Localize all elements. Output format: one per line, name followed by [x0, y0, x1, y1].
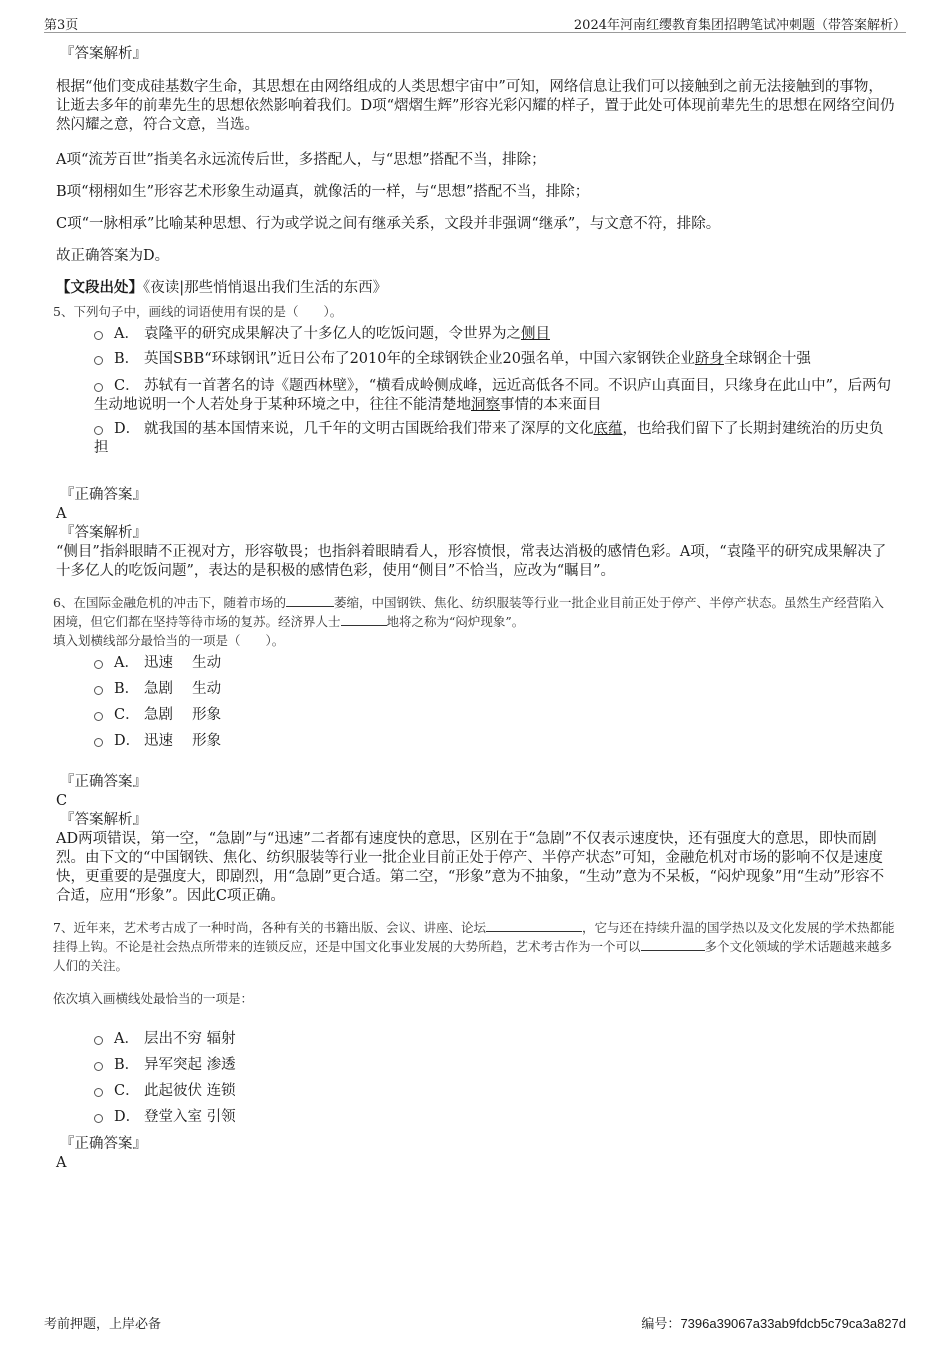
correct-answer: C	[56, 793, 68, 809]
source-label: 【文段出处】	[56, 279, 143, 296]
explain-label: 『答案解析』	[60, 46, 147, 62]
radio-button[interactable]	[94, 686, 103, 695]
fill-blank	[286, 594, 334, 607]
option-b[interactable]: B． 异军突起 渗透	[94, 1056, 896, 1075]
source-text: 《夜读|那些悄悄退出我们生活的东西》	[143, 280, 388, 296]
answer-label: 『正确答案』	[60, 1136, 147, 1152]
option-d[interactable]: D． 登堂入室 引领	[94, 1108, 896, 1127]
document-code: 编号：7396a39067a33ab9fdcb5c79ca3a827d	[641, 1316, 906, 1332]
answer-label: 『正确答案』	[60, 487, 147, 503]
underlined-word: 底蕴	[593, 421, 623, 437]
correct-answer: A	[56, 506, 67, 522]
question-6-prompt: 填入划横线部分最恰当的一项是（ ）。	[53, 633, 285, 648]
option-c[interactable]: C． 急剧 形象	[94, 706, 896, 725]
page-content	[53, 45, 896, 1173]
explain-label: 『答案解析』	[60, 525, 147, 541]
radio-button[interactable]	[94, 1088, 103, 1097]
radio-button[interactable]	[94, 1114, 103, 1123]
radio-button[interactable]	[94, 660, 103, 669]
answer-label: 『正确答案』	[60, 774, 147, 790]
answer-conclusion: 故正确答案为D。	[56, 248, 170, 264]
radio-button[interactable]	[94, 426, 103, 435]
question-7-prompt: 依次填入画横线处最恰当的一项是：	[53, 991, 254, 1006]
radio-button[interactable]	[94, 356, 103, 365]
radio-button[interactable]	[94, 738, 103, 747]
explain-paragraph: B项“栩栩如生”形容艺术形象生动逼真，就像活的一样，与“思想”搭配不当，排除；	[56, 184, 590, 200]
option-b[interactable]: B． 英国SBB“环球钢讯”近日公布了2010年的全球钢铁企业20强名单，中国六家钢铁企业跻身全球钢企十强	[94, 350, 896, 369]
explain-paragraph: C项“一脉相承”比喻某种思想、行为或学说之间有继承关系，文段并非强调“继承”，与文意不符，排除。	[56, 216, 721, 232]
option-a[interactable]: A． 袁隆平的研究成果解决了十多亿人的吃饭问题，令世界为之侧目	[94, 325, 896, 344]
question-6-stem: 6、在国际金融危机的冲击下，随着市场的 萎缩，中国钢铁、焦化、纺织服装等行业一批企业目前正处于停产、半停产状态。虽然生产经营陷入困境，但它们都在坚持等待市场的复苏。经济界人士 地将之称为“闷炉现象”。	[53, 595, 884, 629]
explain-paragraph: 根据“他们变成硅基数字生命，其思想在由网络组成的人类思想宇宙中”可知，网络信息让我们可以接触到之前无法接触到的事物，让逝去多年的前辈先生的思想依然影响着我们。D项“熠熠生辉”形容光彩闪耀的样子，置于此处可体现前辈先生的思想在网络空间仍然闪耀之意，符合文意，当选。	[56, 79, 895, 133]
option-c[interactable]: C． 此起彼伏 连锁	[94, 1082, 896, 1101]
fill-blank	[641, 938, 705, 951]
fill-blank	[341, 613, 387, 626]
text-source	[56, 278, 896, 298]
page-header	[44, 12, 906, 33]
option-c[interactable]: C． 苏轼有一首著名的诗《题西林壁》，“横看成岭侧成峰，远近高低各不同。不识庐山真面目，只缘身在此山中”，后两句生动地说明一个人若处身于某种环境之中，往往不能清楚地洞察事情的本来面目	[94, 378, 892, 413]
option-d[interactable]: D． 迅速 形象	[94, 732, 896, 751]
underlined-word: 跻身	[694, 351, 724, 367]
explain-paragraph: A项“流芳百世”指美名永远流传后世，多搭配人，与“思想”搭配不当，排除；	[56, 152, 546, 168]
option-a[interactable]: A． 层出不穷 辐射	[94, 1030, 896, 1049]
radio-button[interactable]	[94, 1036, 103, 1045]
option-d[interactable]: D． 就我国的基本国情来说，几千年的文明古国既给我们带来了深厚的文化底蕴，也给我们留下了长期封建统治的历史负担	[94, 421, 884, 456]
question-7-stem: 7、近年来，艺术考古成了一种时尚，各种有关的书籍出版、会议、讲座、论坛 ，它与还在持续升温的国学热以及文化发展的学术热都能挂得上钩。不论是社会热点所带来的连锁反应，还是中国文化事业发展的大势所趋，艺术考古作为一个可以 多个文化领域的学术话题越来越多人们的关注。	[53, 920, 895, 973]
footer-slogan: 考前押题，上岸必备	[44, 1317, 162, 1332]
question-5-stem: 5、下列句子中，画线的词语使用有误的是（ ）。	[53, 304, 343, 319]
radio-button[interactable]	[94, 383, 103, 392]
underlined-word: 洞察	[471, 397, 500, 413]
correct-answer: A	[56, 1155, 67, 1171]
option-b[interactable]: B． 急剧 生动	[94, 680, 896, 699]
radio-button[interactable]	[94, 331, 103, 340]
question-5-options	[94, 325, 896, 458]
explain-paragraph: AD两项错误，第一空，“急剧”与“迅速”二者都有速度快的意思，区别在于“急剧”不仅表示速度快，还有强度大的意思，即快而剧烈。由下文的“中国钢铁、焦化、纺织服装等行业一批企业目前正处于停产、半停产状态”可知，金融危机对市场的影响不仅是速度快，更重要的是强度大，即剧烈，用“急剧”更合适。第二空，“形象”意为不抽象，“生动”意为不呆板，“闷炉现象”用“生动”形容不合适，应用“形象”。因此C项正确。	[56, 831, 885, 904]
document-title: 2024年河南红缨教育集团招聘笔试冲刺题（带答案解析）	[573, 18, 906, 33]
question-6-options	[94, 654, 896, 751]
underlined-word: 侧目	[521, 326, 550, 342]
option-a[interactable]: A． 迅速 生动	[94, 654, 896, 673]
page-number: 第3页	[44, 18, 79, 33]
explain-label: 『答案解析』	[60, 812, 147, 828]
radio-button[interactable]	[94, 712, 103, 721]
radio-button[interactable]	[94, 1062, 103, 1071]
question-7-options	[94, 1030, 896, 1127]
explain-paragraph: “侧目”指斜眼睛不正视对方，形容敬畏；也指斜着眼睛看人，形容愤恨，常表达消极的感情色彩。A项，“袁隆平的研究成果解决了十多亿人的吃饭问题”，表达的是积极的感情色彩，使用“侧目”不恰当，应改为“瞩目”。	[56, 544, 887, 579]
fill-blank	[486, 919, 582, 932]
